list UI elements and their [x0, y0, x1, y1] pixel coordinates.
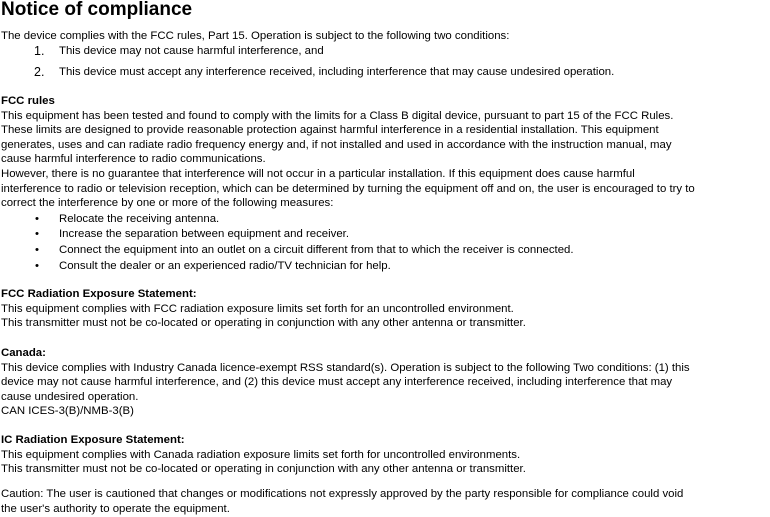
page-title: Notice of compliance [1, 0, 193, 20]
paragraph-line: This equipment has been tested and found to comply with the limits for a Class B digital device, pursuant to part 15 of the FCC Rules. [1, 109, 674, 122]
ic-radiation-section [1, 433, 769, 477]
paragraph-line: generates, uses and can radiate radio frequency energy and, if not installed and used in accordance with the instruction manual, may [1, 138, 672, 151]
paragraph-line: These limits are designed to provide reasonable protection against harmful interference in a residential installation. This equipment [1, 124, 659, 137]
canada-section [1, 346, 769, 419]
list-item [1, 44, 769, 65]
paragraph-line: This device complies with Industry Canada licence-exempt RSS standard(s). Operation is subject to the following Two conditions: (1) this [1, 361, 690, 374]
caution-section [1, 487, 769, 516]
list-item [1, 65, 769, 80]
section-heading: IC Radiation Exposure Statement: [1, 434, 185, 446]
conditions-list [1, 44, 769, 80]
section-heading: FCC Radiation Exposure Statement: [1, 288, 197, 300]
paragraph-line: However, there is no guarantee that interference will not occur in a particular installation. If this equipment does cause harmful [1, 167, 635, 180]
list-item: • Consult the dealer or an experienced radio/TV technician for help. [1, 259, 769, 275]
paragraph-line: This transmitter must not be co-located or operating in conjunction with any other antenna or transmitter. [1, 463, 526, 476]
list-item: • Increase the separation between equipment and receiver. [1, 227, 769, 243]
paragraph-line: cause harmful interference to radio communications. [1, 153, 266, 166]
list-item: • Connect the equipment into an outlet on a circuit different from that to which the receiver is connected. [1, 243, 769, 259]
paragraph-line: device may not cause harmful interference, and (2) this device must accept any interference received, including interference that may [1, 376, 673, 389]
list-item: • Relocate the receiving antenna. [1, 212, 769, 228]
intro-text: The device complies with the FCC rules, Part 15. Operation is subject to the following two conditions: [1, 30, 510, 42]
list-number: 1. [34, 43, 45, 58]
paragraph-line: CAN ICES-3(B)/NMB-3(B) [1, 405, 134, 418]
section-heading: Canada: [1, 347, 46, 359]
paragraph-line: This equipment complies with FCC radiation exposure limits set forth for an uncontrolled environment. [1, 302, 514, 315]
list-item-text: This device may not cause harmful interference, and [59, 44, 324, 57]
intro-section [1, 29, 769, 79]
fcc-rules-section [1, 94, 769, 274]
paragraph-line: interference to radio or television reception, which can be determined by turning the equipment off and on, the user is encouraged to try to [1, 182, 695, 195]
section-heading: FCC rules [1, 95, 55, 107]
paragraph-line: the user's authority to operate the equipment. [1, 502, 230, 515]
list-number: 2. [34, 64, 45, 79]
paragraph-line: correct the interference by one or more of the following measures: [1, 197, 334, 210]
paragraph-line: Caution: The user is cautioned that changes or modifications not expressly approved by the party responsible for compliance could void [1, 488, 684, 500]
paragraph-line: This equipment complies with Canada radiation exposure limits set forth for uncontrolled environments. [1, 448, 521, 461]
paragraph-line: This transmitter must not be co-located or operating in conjunction with any other antenna or transmitter. [1, 317, 526, 330]
fcc-radiation-section [1, 287, 769, 331]
list-item-text: This device must accept any interference received, including interference that may cause undesired operation. [59, 65, 615, 78]
measures-list [1, 212, 769, 274]
paragraph-line: cause undesired operation. [1, 390, 139, 403]
